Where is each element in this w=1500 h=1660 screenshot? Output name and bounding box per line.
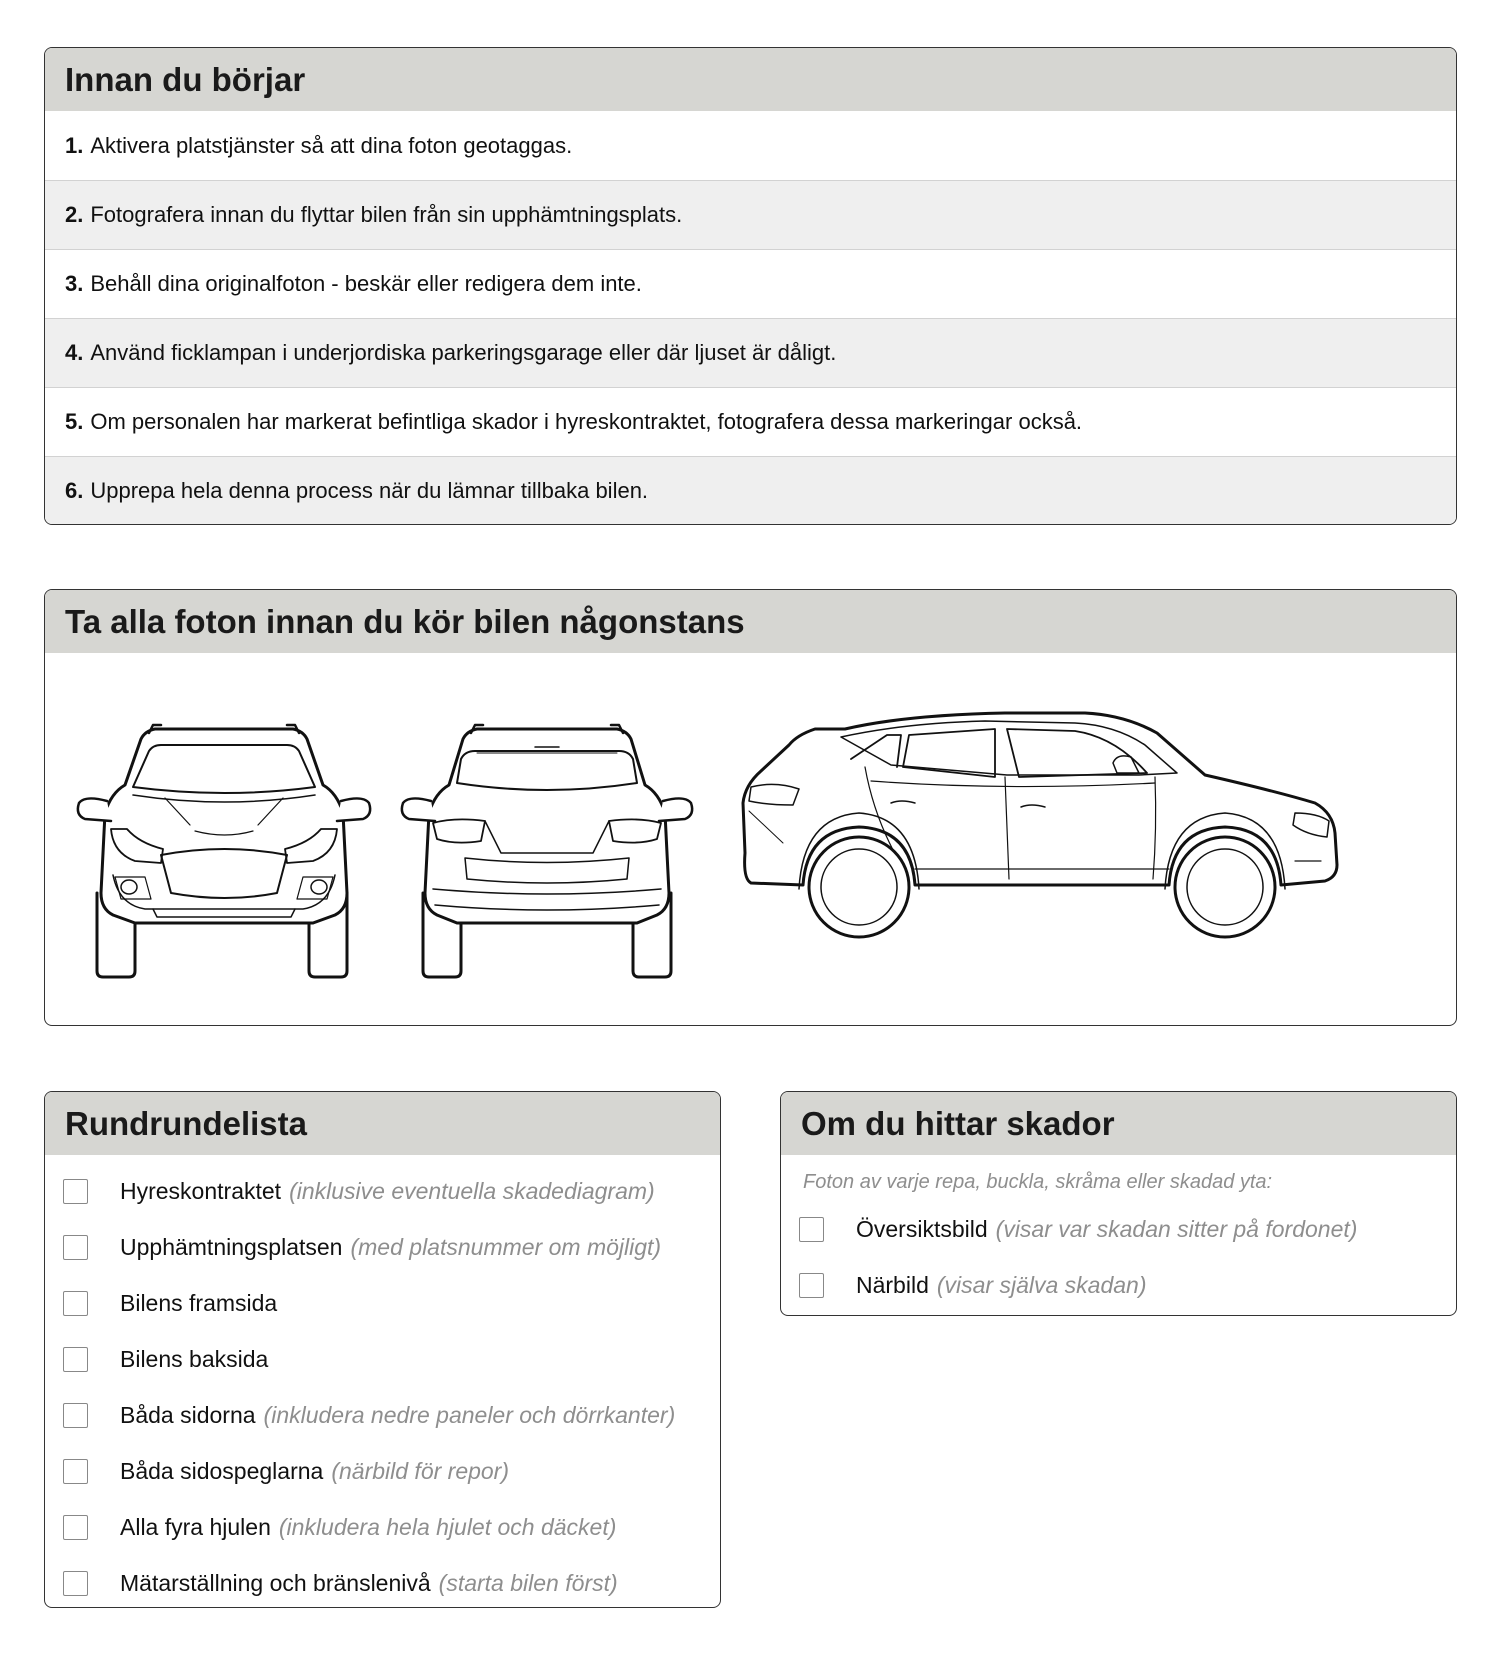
checkbox[interactable]	[63, 1179, 88, 1204]
damage-panel	[780, 1091, 1457, 1316]
checklist-item-label: Översiktsbild	[856, 1215, 988, 1242]
step-number: 3.	[65, 271, 84, 296]
checklist-item[interactable]	[45, 1443, 720, 1499]
checkbox[interactable]	[63, 1403, 88, 1428]
step-row	[45, 180, 1456, 249]
damage-title: Om du hittar skador	[781, 1092, 1456, 1155]
checklist-item-label: Bilens baksida	[120, 1345, 269, 1372]
checklist-item[interactable]	[45, 1163, 720, 1219]
step-number: 4.	[65, 340, 84, 365]
checklist-item-note: (med platsnummer om möjligt)	[350, 1233, 662, 1260]
photos-title: Ta alla foton innan du kör bilen någonstans	[45, 590, 1456, 653]
step-row	[45, 249, 1456, 318]
checkbox[interactable]	[799, 1273, 824, 1298]
checklist-item-note: (visar var skadan sitter på fordonet)	[995, 1215, 1358, 1242]
step-text: Om personalen har markerat befintliga skador i hyreskontraktet, fotografera dessa markeringar också.	[90, 409, 1083, 434]
step-number: 2.	[65, 202, 84, 227]
checkbox[interactable]	[63, 1347, 88, 1372]
step-text: Upprepa hela denna process när du lämnar tillbaka bilen.	[90, 478, 649, 503]
checklist-item[interactable]	[45, 1275, 720, 1331]
photos-panel	[44, 589, 1457, 1026]
before-you-start-title: Innan du börjar	[45, 48, 1456, 111]
before-you-start-panel	[44, 47, 1457, 525]
checklist-item-label: Upphämtningsplatsen	[120, 1233, 343, 1260]
step-text: Använd ficklampan i underjordiska parkeringsgarage eller där ljuset är dåligt.	[90, 340, 837, 365]
checkbox[interactable]	[63, 1459, 88, 1484]
checklist-item-label: Hyreskontraktet	[120, 1177, 282, 1204]
checklist-item-note: (visar själva skadan)	[936, 1271, 1147, 1298]
checkbox[interactable]	[63, 1571, 88, 1596]
damage-intro: Foton av varje repa, buckla, skråma eller skadad yta:	[803, 1171, 1273, 1193]
car-front-icon	[78, 725, 370, 977]
checklist-item-label: Båda sidorna	[120, 1401, 256, 1428]
checklist-item-note: (inkludera nedre paneler och dörrkanter)	[263, 1401, 676, 1428]
checklist-item-label: Båda sidospeglarna	[120, 1457, 324, 1484]
checklist-item-note: (starta bilen först)	[438, 1569, 618, 1596]
step-row	[45, 456, 1456, 525]
walkaround-checklist	[45, 1155, 720, 1608]
step-row	[45, 318, 1456, 387]
step-text: Fotografera innan du flyttar bilen från sin upphämtningsplats.	[90, 202, 683, 227]
walkaround-title: Rundrundelista	[45, 1092, 720, 1155]
step-number: 6.	[65, 478, 84, 503]
checklist-item[interactable]	[781, 1257, 1456, 1313]
checklist-item-label: Närbild	[856, 1271, 929, 1298]
checklist-item-label: Mätarställning och bränslenivå	[120, 1569, 431, 1596]
checklist-item-note: (inklusive eventuella skadediagram)	[289, 1177, 655, 1204]
step-number: 1.	[65, 132, 84, 158]
checklist-item-label: Bilens framsida	[120, 1289, 278, 1316]
checklist-item[interactable]	[45, 1219, 720, 1275]
checkbox[interactable]	[63, 1291, 88, 1316]
car-rear-icon	[402, 725, 692, 977]
checklist-item[interactable]	[45, 1555, 720, 1608]
checklist-item-label: Alla fyra hjulen	[120, 1513, 271, 1540]
step-row	[45, 387, 1456, 456]
step-number: 5.	[65, 409, 84, 434]
checklist-item[interactable]	[45, 1387, 720, 1443]
checklist-item[interactable]	[781, 1201, 1456, 1257]
checklist-item[interactable]	[45, 1499, 720, 1555]
car-side-icon	[743, 713, 1337, 937]
checklist-item-note: (närbild för repor)	[331, 1457, 510, 1484]
checkbox[interactable]	[63, 1515, 88, 1540]
checkbox[interactable]	[799, 1217, 824, 1242]
walkaround-panel	[44, 1091, 721, 1608]
step-row	[45, 111, 1456, 180]
checkbox[interactable]	[63, 1235, 88, 1260]
damage-checklist	[781, 1197, 1456, 1313]
checklist-item-note: (inkludera hela hjulet och däcket)	[278, 1513, 617, 1540]
steps-list	[45, 111, 1456, 525]
car-illustrations	[45, 653, 1456, 1025]
step-text: Behåll dina originalfoton - beskär eller redigera dem inte.	[90, 271, 642, 296]
step-text: Aktivera platstjänster så att dina foton geotaggas.	[90, 132, 573, 158]
checklist-item[interactable]	[45, 1331, 720, 1387]
